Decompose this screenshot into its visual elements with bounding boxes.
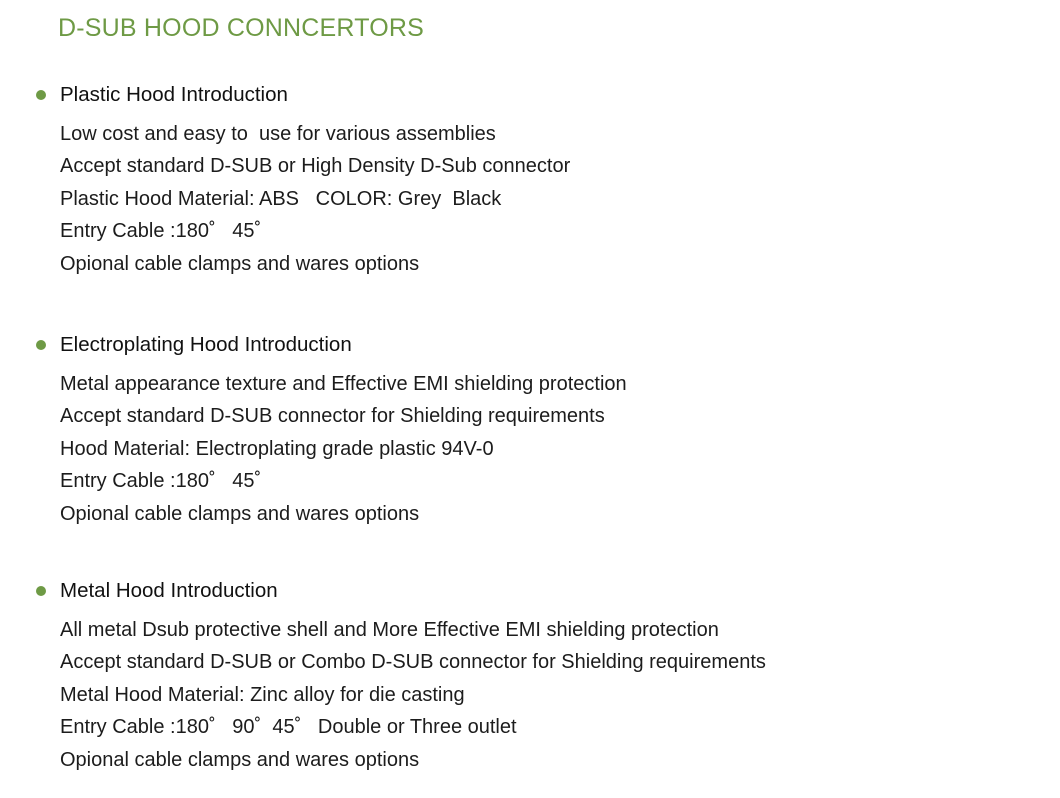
list-item: Entry Cable :180˚ 45˚ xyxy=(60,220,262,243)
section-header xyxy=(0,81,1060,111)
section-heading: Electroplating Hood Introduction xyxy=(60,333,352,356)
list-item: Entry Cable :180˚ 45˚ xyxy=(60,470,262,493)
list-item: All metal Dsub protective shell and More Effective EMI shielding protection xyxy=(60,619,719,641)
bullet-icon xyxy=(36,90,46,100)
list-item: Plastic Hood Material: ABS COLOR: Grey Black xyxy=(60,187,502,210)
page-title: D-SUB HOOD CONNCERTORS xyxy=(58,14,425,42)
list-item: Opional cable clamps and wares options xyxy=(60,748,420,771)
feature-list xyxy=(60,118,570,280)
list-item: Accept standard D-SUB or High Density D-Sub connector xyxy=(60,155,571,178)
section-metal-hood xyxy=(0,577,1060,771)
list-item: Accept standard D-SUB or Combo D-SUB connector for Shielding requirements xyxy=(60,651,766,674)
feature-list xyxy=(60,614,766,776)
section-electroplating-hood xyxy=(0,331,1060,525)
section-heading: Metal Hood Introduction xyxy=(60,579,278,602)
section-header xyxy=(0,331,1060,361)
list-item: Low cost and easy to use for various assemblies xyxy=(60,123,496,145)
section-heading: Plastic Hood Introduction xyxy=(60,83,288,106)
list-item: Opional cable clamps and wares options xyxy=(60,252,420,275)
list-item: Entry Cable :180˚ 90˚ 45˚ Double or Three outlet xyxy=(60,716,517,739)
list-item: Hood Material: Electroplating grade plastic 94V-0 xyxy=(60,437,494,460)
section-header xyxy=(0,577,1060,607)
feature-list xyxy=(60,368,627,530)
section-plastic-hood xyxy=(0,81,1060,275)
list-item: Accept standard D-SUB connector for Shielding requirements xyxy=(60,405,605,428)
bullet-icon xyxy=(36,340,46,350)
list-item: Metal Hood Material: Zinc alloy for die casting xyxy=(60,683,465,706)
list-item: Metal appearance texture and Effective EMI shielding protection xyxy=(60,373,627,395)
bullet-icon xyxy=(36,586,46,596)
list-item: Opional cable clamps and wares options xyxy=(60,502,420,525)
